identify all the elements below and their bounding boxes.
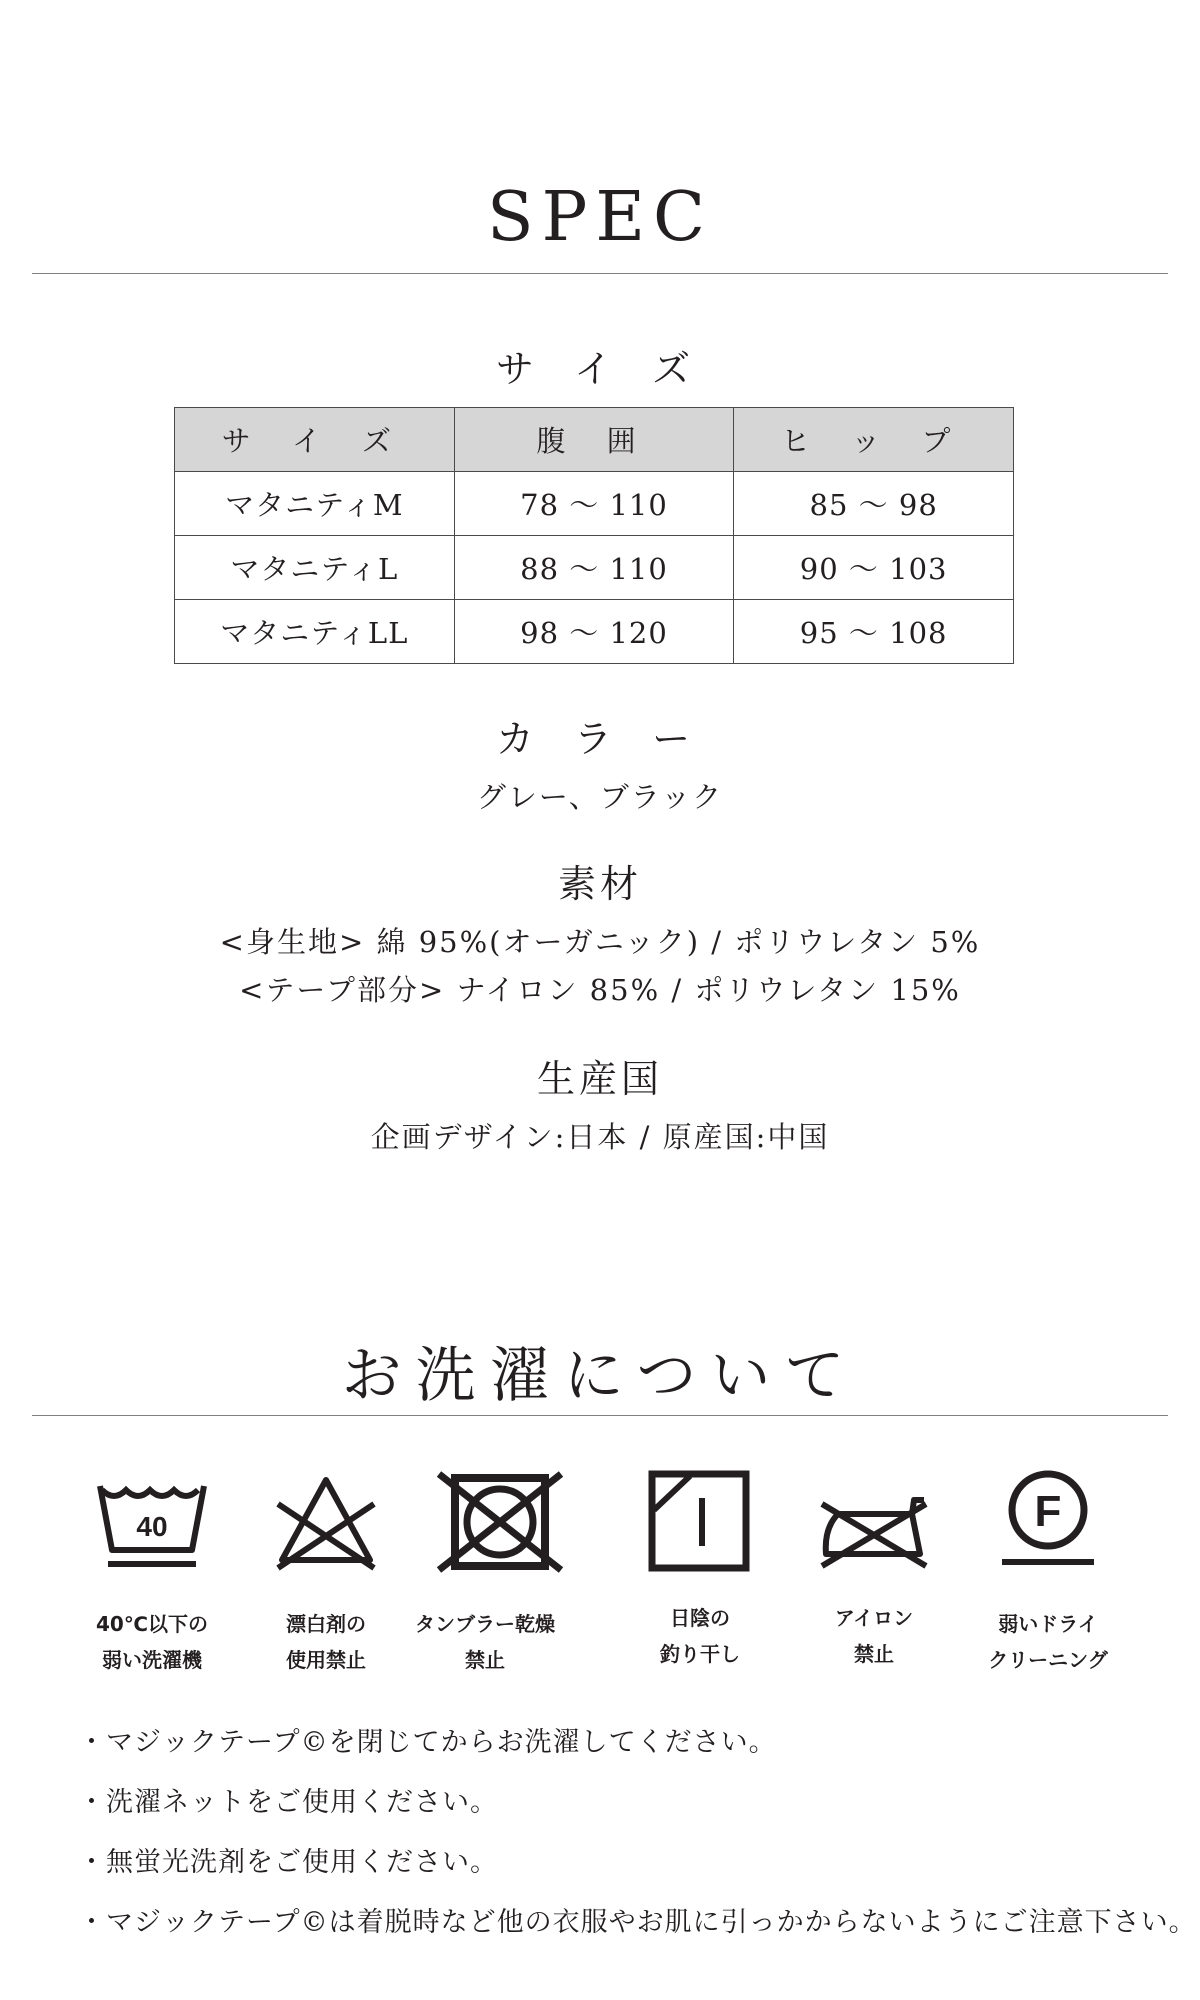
- dry-clean-letter: F: [1034, 1487, 1062, 1536]
- material-tape: <テープ部分> ナイロン 85% / ポリウレタン 15%: [239, 973, 961, 1007]
- size-table: [174, 407, 1014, 664]
- size-cell: マタニティL: [175, 536, 455, 600]
- material-body-fabric: <身生地> 綿 95%(オーガニック) / ポリウレタン 5%: [219, 925, 981, 959]
- care-symbol-dry: [620, 1468, 780, 1666]
- care-label-line1: アイロン: [834, 1606, 914, 1630]
- size-cell: マタニティM: [175, 472, 455, 536]
- care-symbol-dryclean: [968, 1468, 1128, 1672]
- care-symbol-wash: [72, 1468, 232, 1672]
- table-row: [175, 600, 1014, 664]
- care-label-line2: 弱い洗濯機: [102, 1648, 202, 1672]
- size-table-header-row: [175, 408, 1014, 472]
- spec-divider: [32, 273, 1168, 274]
- wash-40-gentle-icon: [92, 1468, 212, 1578]
- color-values: グレー、ブラック: [476, 780, 724, 814]
- care-label-line2: 禁止: [465, 1648, 505, 1672]
- laundry-title: お洗濯について: [341, 1341, 859, 1411]
- no-bleach-icon: [266, 1468, 386, 1578]
- care-symbol-iron: [794, 1468, 954, 1666]
- gentle-dry-clean-f-icon: [988, 1468, 1108, 1578]
- waist-cell: 98 〜 120: [454, 600, 734, 664]
- laundry-divider: [32, 1415, 1168, 1416]
- care-label-line1: 漂白剤の: [286, 1612, 366, 1636]
- origin-value: 企画デザイン:日本 / 原産国:中国: [370, 1120, 830, 1154]
- care-symbol-bleach: [246, 1468, 406, 1672]
- care-label-line1: タンブラー乾燥: [415, 1612, 555, 1636]
- care-label-line1: 弱いドライ: [998, 1612, 1098, 1636]
- care-label-line1: 日陰の: [670, 1606, 730, 1630]
- care-label-line2: クリーニング: [988, 1648, 1108, 1672]
- size-heading: サ イ ズ: [495, 347, 705, 391]
- hip-cell: 85 〜 98: [734, 472, 1014, 536]
- spec-title: SPEC: [486, 178, 713, 257]
- care-label-line2: 釣り干し: [660, 1642, 740, 1666]
- hip-cell: 95 〜 108: [734, 600, 1014, 664]
- hip-cell: 90 〜 103: [734, 536, 1014, 600]
- waist-cell: 78 〜 110: [454, 472, 734, 536]
- table-row: [175, 472, 1014, 536]
- no-iron-icon: [814, 1468, 934, 1578]
- wash-temperature-number: 40: [136, 1511, 168, 1542]
- waist-column-header: 腹 囲: [454, 408, 734, 472]
- laundry-note: ・マジックテープ©は着脱時など他の衣服やお肌に引っかからないようにご注意下さい。: [78, 1907, 1197, 1938]
- material-heading: 素材: [557, 862, 642, 906]
- size-column-header: サ イ ズ: [175, 408, 455, 472]
- care-symbol-tumble: [415, 1468, 580, 1672]
- size-cell: マタニティLL: [175, 600, 455, 664]
- no-tumble-dry-icon: [435, 1468, 565, 1578]
- hip-column-header: ヒ ッ プ: [734, 408, 1014, 472]
- table-row: [175, 536, 1014, 600]
- color-heading: カ ラ ー: [495, 717, 705, 761]
- laundry-note: ・マジックテープ©を閉じてからお洗濯してください。: [78, 1727, 777, 1758]
- shade-drip-dry-icon: [640, 1468, 760, 1578]
- laundry-note: ・洗濯ネットをご使用ください。: [78, 1787, 498, 1818]
- waist-cell: 88 〜 110: [454, 536, 734, 600]
- care-label-line2: 禁止: [854, 1642, 894, 1666]
- care-label-line1: 40℃以下の: [95, 1612, 209, 1636]
- care-label-line2: 使用禁止: [286, 1648, 366, 1672]
- origin-heading: 生産国: [536, 1057, 663, 1101]
- laundry-note: ・無蛍光洗剤をご使用ください。: [78, 1847, 498, 1878]
